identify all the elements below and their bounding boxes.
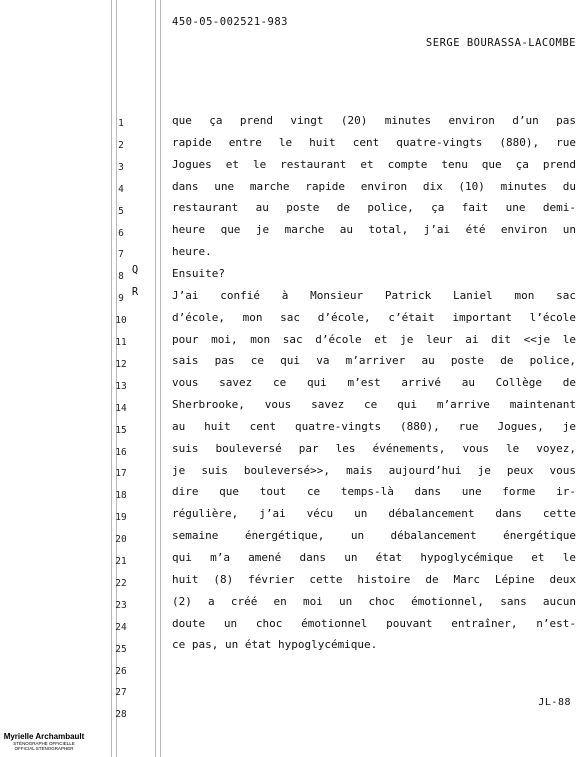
transcript-line: rapide entre le huit cent quatre-vingts (880), rue — [172, 135, 576, 149]
line-number: 17 — [115, 468, 127, 480]
answer-marker: R — [131, 286, 139, 298]
page-code: JL-88 — [538, 697, 571, 708]
transcript-line: heure. — [172, 245, 212, 259]
line-number: 14 — [115, 402, 127, 414]
logo-subtitle-en: OFFICIAL STENOGRAPHER — [14, 746, 74, 751]
transcript-line: Sherbrooke, vous savez ce qui m’arrive maintenant — [172, 398, 576, 412]
transcript-line: restaurant au poste de police, ça fait une demi- — [172, 201, 576, 215]
transcript-line: ce pas, un état hypoglycémique. — [172, 638, 378, 652]
line-number: 25 — [115, 643, 127, 655]
transcript-line: vous savez ce qui m’est arrivé au Collège de — [172, 376, 576, 390]
transcript-line: Jogues et le restaurant et compte tenu que ça prend — [172, 157, 576, 171]
line-number: 1 — [118, 118, 124, 129]
transcript-line: huit (8) février cette histoire de Marc Lépine deux — [172, 572, 576, 586]
line-number: 22 — [115, 577, 127, 589]
transcript-line: sais pas ce qui va m’arriver au poste de police, — [172, 354, 576, 368]
line-number: 26 — [115, 665, 127, 677]
stenographer-logo — [3, 732, 85, 751]
line-number: 7 — [118, 249, 124, 261]
line-number: 4 — [118, 183, 124, 195]
line-number: 8 — [118, 271, 124, 283]
case-number: 450-05-002521-983 — [172, 16, 288, 28]
line-number: 3 — [118, 161, 124, 173]
line-number: 9 — [118, 293, 124, 305]
transcript-line: doute un choc émotionnel pouvant entraîner, n’est- — [172, 616, 576, 630]
transcript-line: pour moi, mon sac d’école et je leur ai dit <<je le — [172, 332, 576, 346]
line-number: 5 — [118, 205, 124, 217]
line-number: 2 — [118, 139, 124, 151]
line-number: 27 — [115, 687, 127, 699]
logo-name: Myrielle Archambault — [3, 732, 85, 741]
transcript-line: (2) a créé en moi un choc émotionnel, sans aucun — [172, 594, 576, 608]
line-number: 20 — [115, 534, 127, 546]
margin-rule — [160, 0, 161, 757]
line-number: 13 — [115, 380, 127, 392]
question-marker: Q — [131, 264, 139, 276]
line-number: 16 — [115, 446, 127, 458]
margin-rule — [155, 0, 156, 757]
transcript-line: dire que tout ce temps-là dans une forme ir- — [172, 485, 576, 499]
line-number: 28 — [115, 709, 127, 721]
logo-subtitle-fr: STÉNOGRAPHE OFFICIELLE — [13, 741, 75, 746]
transcript-line: heure que je marche au total, j’ai été environ un — [172, 223, 576, 237]
transcript-line: qui m’a amené dans un état hypoglycémique et le — [172, 551, 576, 564]
transcript-line: suis bouleversé par les événements, vous le voyez, — [172, 441, 576, 455]
transcript-line: que ça prend vingt (20) minutes environ d’un pas — [172, 114, 576, 127]
transcript-line: dans une marche rapide environ dix (10) minutes du — [172, 179, 576, 193]
line-number: 23 — [115, 599, 127, 611]
line-number: 19 — [115, 512, 127, 524]
line-number: 12 — [115, 358, 127, 370]
transcript-line: Ensuite? — [172, 266, 225, 280]
line-number: 11 — [115, 337, 127, 348]
transcript-line: J’ai confié à Monsieur Patrick Laniel mon sac — [172, 288, 576, 302]
transcript-line: je suis bouleversé>>, mais aujourd’hui je peux vous — [172, 463, 576, 477]
transcript-line: au huit cent quatre-vingts (880), rue Jogues, je — [172, 419, 576, 433]
transcript-line: semaine énergétique, un débalancement énergétique — [172, 529, 576, 543]
transcript-line: d’école, mon sac d’école, c’était important l’école — [172, 310, 576, 324]
line-number: 24 — [115, 621, 127, 633]
line-number: 15 — [115, 424, 127, 436]
line-number: 10 — [115, 315, 127, 327]
line-number: 21 — [115, 556, 127, 567]
line-number: 6 — [118, 227, 124, 239]
line-number: 18 — [115, 490, 127, 502]
transcript-line: régulière, j’ai vécu un débalancement dans cette — [172, 507, 576, 521]
witness-name: SERGE BOURASSA-LACOMBE — [425, 37, 576, 49]
